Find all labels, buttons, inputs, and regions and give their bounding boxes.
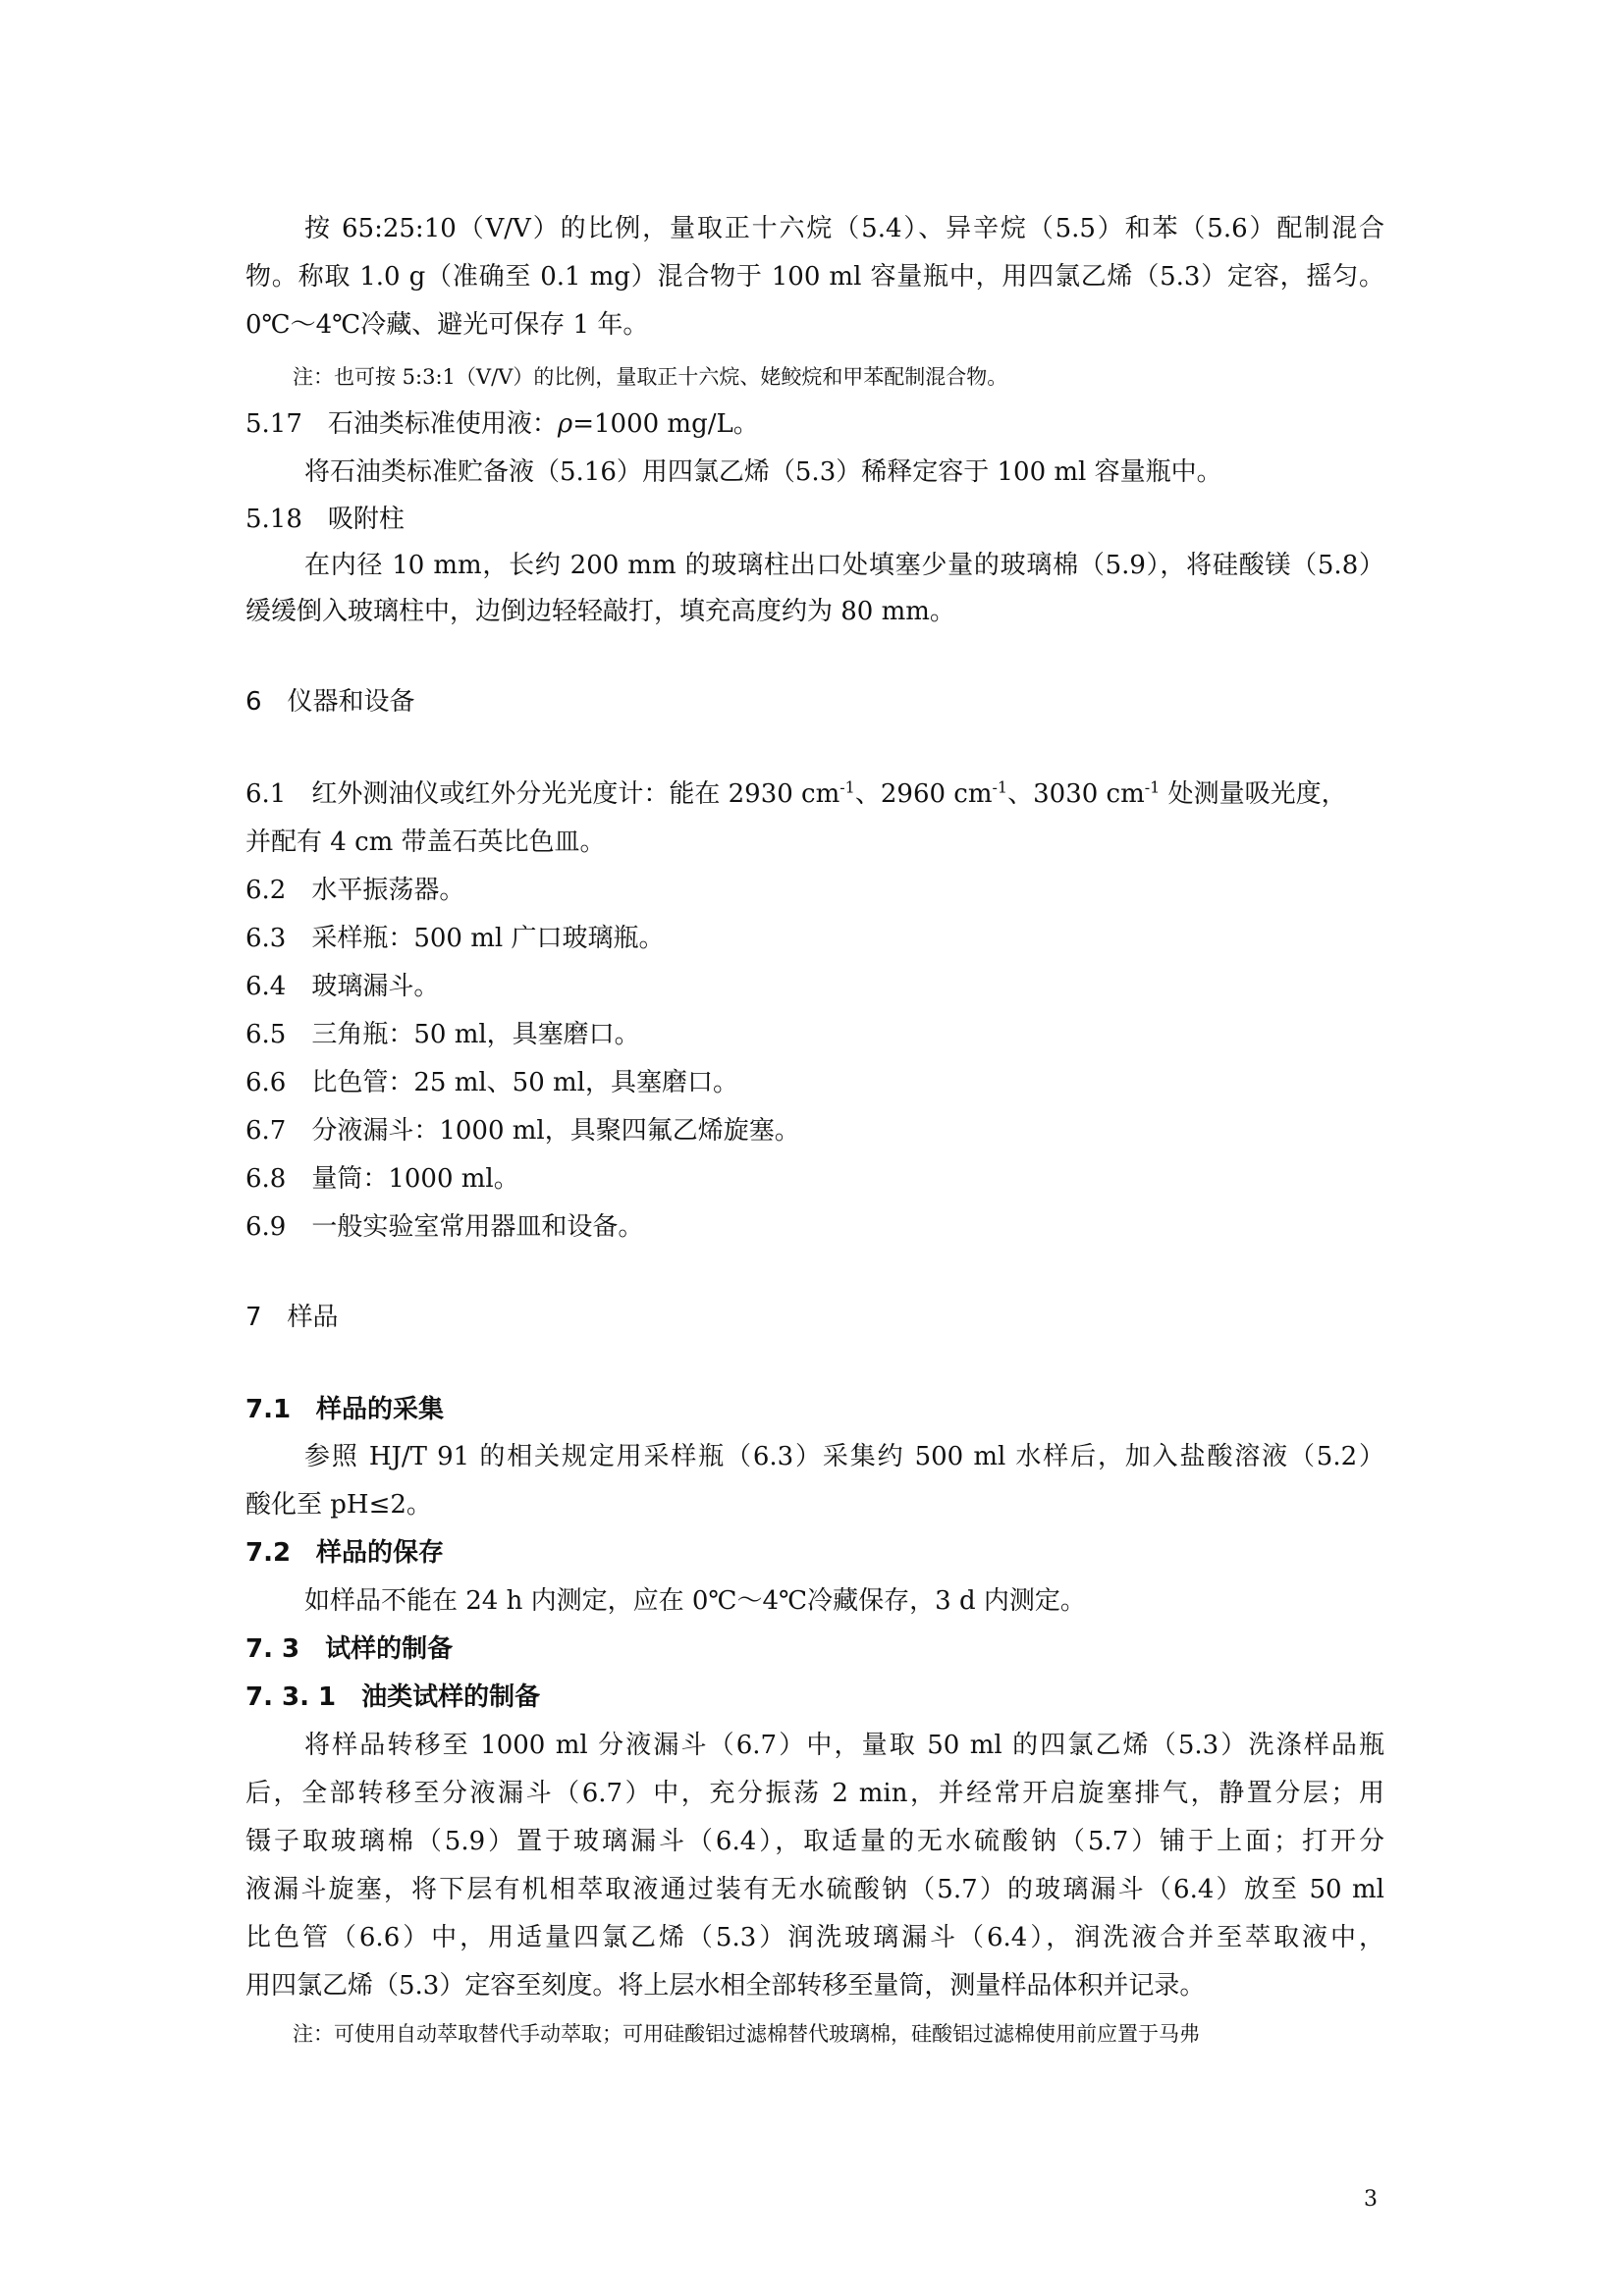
section-text: 5.17 石油类标准使用液： [245,409,558,439]
section-text: 、2960 cm [854,779,993,809]
paragraph-line: 如样品不能在 24 h 内测定，应在 0℃～4℃冷藏保存，3 d 内测定。 [304,1586,1086,1616]
paragraph-line: 将石油类标准贮备液（5.16）用四氯乙烯（5.3）稀释定容于 100 ml 容量瓶中。 [304,457,1222,487]
section-6-1 [245,776,1347,812]
section-6-5: 6.5 三角瓶：50 ml，具塞磨口。 [245,1020,640,1049]
section-5-18: 5.18 吸附柱 [245,505,405,534]
paragraph-line: 物。称取 1.0 g（准确至 0.1 mg）混合物于 100 ml 容量瓶中，用四氯乙烯（5.3）定容，摇匀。 [245,262,1384,292]
section-6-2: 6.2 水平振荡器。 [245,876,465,905]
section-6-6: 6.6 比色管：25 ml、50 ml，具塞磨口。 [245,1068,738,1097]
paragraph-line: 镊子取玻璃棉（5.9）置于玻璃漏斗（6.4），取适量的无水硫酸钠（5.7）铺于上面；打开分 [245,1827,1384,1856]
paragraph-line: 并配有 4 cm 带盖石英比色皿。 [245,828,606,857]
heading-6: 6 仪器和设备 [245,687,415,717]
superscript: -1 [992,777,1008,797]
heading-7-1: 7.1 样品的采集 [245,1395,445,1424]
heading-7-2: 7.2 样品的保存 [245,1538,445,1568]
paragraph-line: 在内径 10 mm，长约 200 mm 的玻璃柱出口处填塞少量的玻璃棉（5.9），将硅酸镁（5.8） [304,551,1384,580]
note-line: 注：可使用自动萃取替代手动萃取；可用硅酸铝过滤棉替代玻璃棉，硅酸铝过滤棉使用前应置于马弗 [293,2022,1200,2046]
paragraph-line: 后，全部转移至分液漏斗（6.7）中，充分振荡 2 min，并经常开启旋塞排气，静置分层；用 [245,1779,1384,1808]
superscript: -1 [839,777,855,797]
paragraph-line: 酸化至 pH≤2。 [245,1490,432,1520]
section-6-4: 6.4 玻璃漏斗。 [245,972,440,1001]
heading-7: 7 样品 [245,1303,339,1332]
section-text: 处测量吸光度， [1160,779,1347,809]
note-line: 注：也可按 5:3:1（V/V）的比例，量取正十六烷、姥鲛烷和甲苯配制混合物。 [293,365,1008,389]
section-6-8: 6.8 量筒：1000 ml。 [245,1164,519,1194]
paragraph-line: 按 65:25:10（V/V）的比例，量取正十六烷（5.4）、异辛烷（5.5）和苯（5.6）配制混合 [304,214,1384,243]
section-5-17 [245,406,759,442]
section-6-9: 6.9 一般实验室常用器皿和设备。 [245,1212,644,1242]
paragraph-line: 将样品转移至 1000 ml 分液漏斗（6.7）中，量取 50 ml 的四氯乙烯（5.3）洗涤样品瓶 [304,1731,1384,1760]
heading-7-3-1: 7. 3. 1 油类试样的制备 [245,1682,541,1712]
section-6-3: 6.3 采样瓶：500 ml 广口玻璃瓶。 [245,924,665,953]
section-text: 、3030 cm [1007,779,1145,809]
paragraph-line: 用四氯乙烯（5.3）定容至刻度。将上层水相全部转移至量筒，测量样品体积并记录。 [245,1971,1206,2001]
section-text: =1000 mg/L。 [572,409,759,439]
paragraph-line: 参照 HJ/T 91 的相关规定用采样瓶（6.3）采集约 500 ml 水样后，加入盐酸溶液（5.2） [304,1442,1384,1471]
paragraph-line: 液漏斗旋塞，将下层有机相萃取液通过装有无水硫酸钠（5.7）的玻璃漏斗（6.4）放至 50 ml [245,1875,1384,1904]
heading-7-3: 7. 3 试样的制备 [245,1634,454,1664]
paragraph-line: 0℃～4℃冷藏、避光可保存 1 年。 [245,310,649,340]
paragraph-line: 缓缓倒入玻璃柱中，边倒边轻轻敲打，填充高度约为 80 mm。 [245,597,955,626]
rho-symbol: ρ [557,409,573,439]
section-text: 6.1 红外测油仪或红外分光光度计：能在 2930 cm [245,779,840,809]
page-number: 3 [1364,2187,1378,2212]
section-6-7: 6.7 分液漏斗：1000 ml，具聚四氟乙烯旋塞。 [245,1116,800,1146]
paragraph-line: 比色管（6.6）中，用适量四氯乙烯（5.3）润洗玻璃漏斗（6.4），润洗液合并至萃取液中， [245,1923,1384,1952]
superscript: -1 [1144,777,1161,797]
